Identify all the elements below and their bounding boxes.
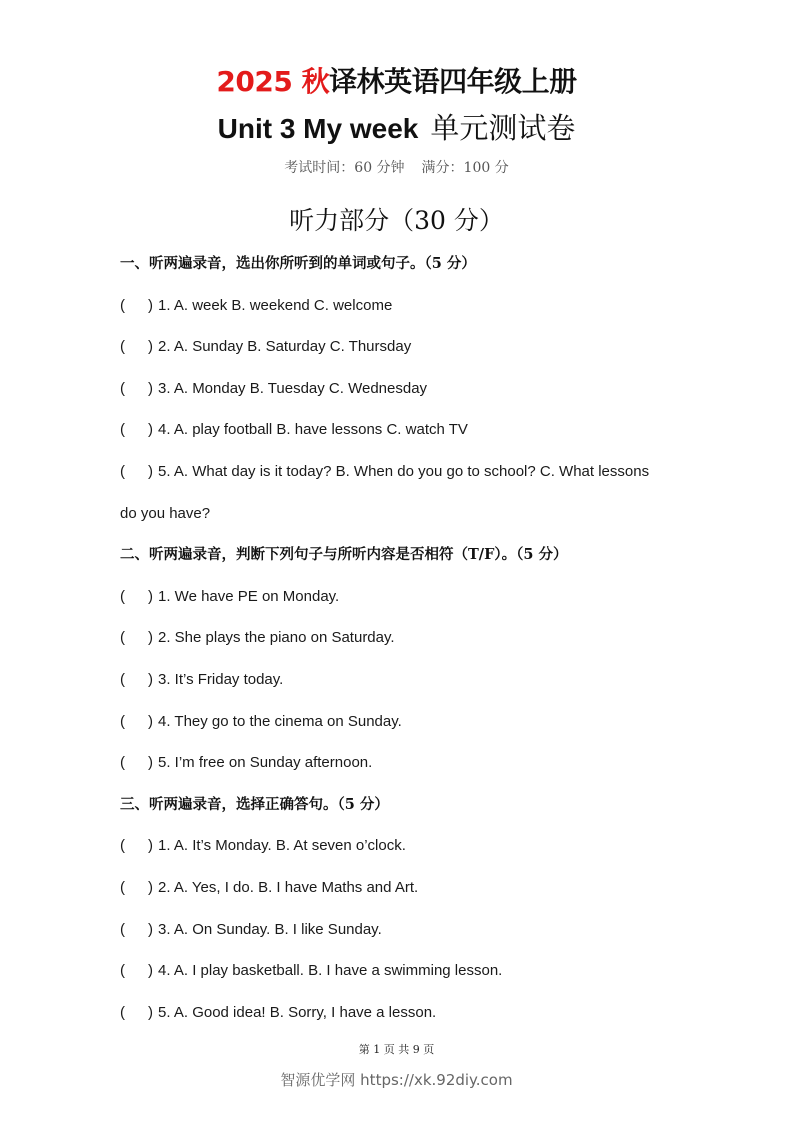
question-text: 5. A. What day is it today? B. When do you go to school? C. What lessons [158, 462, 650, 480]
blank-open-paren: ( [120, 1003, 125, 1021]
blank-open-paren: ( [120, 920, 125, 938]
question-item [120, 825, 720, 867]
page-indicator: 第 1 页 共 9 页 [358, 1043, 435, 1056]
answer-blank [120, 992, 153, 1034]
exam-title [0, 64, 793, 100]
answer-blank [120, 701, 153, 743]
blank-open-paren: ( [120, 712, 125, 730]
question-text: 5. A. Good idea! B. Sorry, I have a lesson. [158, 1003, 437, 1021]
title-year: 2025 秋 [216, 65, 330, 98]
blank-open-paren: ( [120, 587, 125, 605]
question-text: 1. We have PE on Monday. [158, 587, 340, 605]
question-text: 2. A. Sunday B. Saturday C. Thursday [158, 338, 412, 356]
question-item [120, 742, 720, 784]
question-list [120, 243, 720, 1033]
question-item [120, 992, 720, 1034]
question-text: 3. A. On Sunday. B. I like Sunday. [158, 920, 382, 938]
part-heading: 听力部分（30 分） [289, 206, 504, 235]
blank-open-paren: ( [120, 670, 125, 688]
question-item [120, 867, 720, 909]
question-item [120, 368, 720, 410]
unit-name: Unit 3 My week [217, 113, 419, 144]
blank-open-paren: ( [120, 421, 125, 439]
full-score: 满分：100 分 [421, 160, 509, 176]
question-text: 2. A. Yes, I do. B. I have Maths and Art. [158, 878, 419, 896]
question-item [120, 326, 720, 368]
blank-close-paren: ) [148, 670, 153, 688]
unit-title [0, 109, 793, 147]
question-item [120, 409, 720, 451]
blank-open-paren: ( [120, 754, 125, 772]
question-item [120, 950, 720, 992]
question-text: 3. It’s Friday today. [158, 670, 284, 688]
answer-blank [120, 409, 153, 451]
section-heading: 三、听两遍录音，选择正确答句。（5 分） [120, 795, 389, 813]
blank-close-paren: ) [148, 587, 153, 605]
question-item [120, 617, 720, 659]
blank-close-paren: ) [148, 962, 153, 980]
question-item [120, 909, 720, 951]
blank-close-paren: ) [148, 462, 153, 480]
blank-close-paren: ) [148, 296, 153, 314]
answer-blank [120, 617, 153, 659]
blank-close-paren: ) [148, 338, 153, 356]
section-heading: 二、听两遍录音，判断下列句子与所听内容是否相符（T/F）。（5 分） [120, 546, 568, 564]
blank-open-paren: ( [120, 878, 125, 896]
title-text: 译林英语四年级上册 [329, 65, 577, 98]
question-item [120, 451, 720, 493]
answer-blank [120, 285, 153, 327]
blank-close-paren: ) [148, 629, 153, 647]
answer-blank [120, 576, 153, 618]
answer-blank [120, 909, 153, 951]
question-text: 3. A. Monday B. Tuesday C. Wednesday [158, 379, 428, 397]
blank-open-paren: ( [120, 629, 125, 647]
answer-blank [120, 950, 153, 992]
section-heading: 一、听两遍录音，选出你所听到的单词或句子。（5 分） [120, 255, 476, 272]
question-text: 2. She plays the piano on Saturday. [158, 629, 395, 647]
question-item [120, 576, 720, 618]
blank-close-paren: ) [148, 1003, 153, 1021]
question-text: 4. A. I play basketball. B. I have a swimming lesson. [158, 962, 503, 980]
blank-close-paren: ) [148, 837, 153, 855]
blank-open-paren: ( [120, 837, 125, 855]
question-text: 1. A. It’s Monday. B. At seven o’clock. [158, 837, 406, 855]
blank-open-paren: ( [120, 379, 125, 397]
question-text: 4. They go to the cinema on Sunday. [158, 712, 402, 730]
exam-time: 考试时间：60 分钟 [284, 160, 405, 176]
question-item [120, 659, 720, 701]
blank-close-paren: ) [148, 712, 153, 730]
question-text: 4. A. play football B. have lessons C. watch TV [158, 421, 468, 439]
blank-close-paren: ) [148, 878, 153, 896]
blank-open-paren: ( [120, 338, 125, 356]
answer-blank [120, 742, 153, 784]
answer-blank [120, 659, 153, 701]
question-item [120, 285, 720, 327]
blank-close-paren: ) [148, 920, 153, 938]
answer-blank [120, 451, 153, 493]
blank-open-paren: ( [120, 296, 125, 314]
question-item [120, 701, 720, 743]
blank-open-paren: ( [120, 962, 125, 980]
answer-blank [120, 326, 153, 368]
answer-blank [120, 867, 153, 909]
answer-blank [120, 368, 153, 410]
blank-open-paren: ( [120, 462, 125, 480]
question-text: 1. A. week B. weekend C. welcome [158, 296, 393, 314]
answer-blank [120, 825, 153, 867]
blank-close-paren: ) [148, 421, 153, 439]
watermark: 智源优学网 https://xk.92diy.com [280, 1071, 513, 1089]
exam-meta [0, 158, 793, 178]
blank-close-paren: ) [148, 379, 153, 397]
unit-test-label: 单元测试卷 [430, 111, 576, 145]
question-text: 5. I’m free on Sunday afternoon. [158, 754, 373, 772]
question-text-continuation: do you have? [120, 504, 211, 522]
blank-close-paren: ) [148, 754, 153, 772]
